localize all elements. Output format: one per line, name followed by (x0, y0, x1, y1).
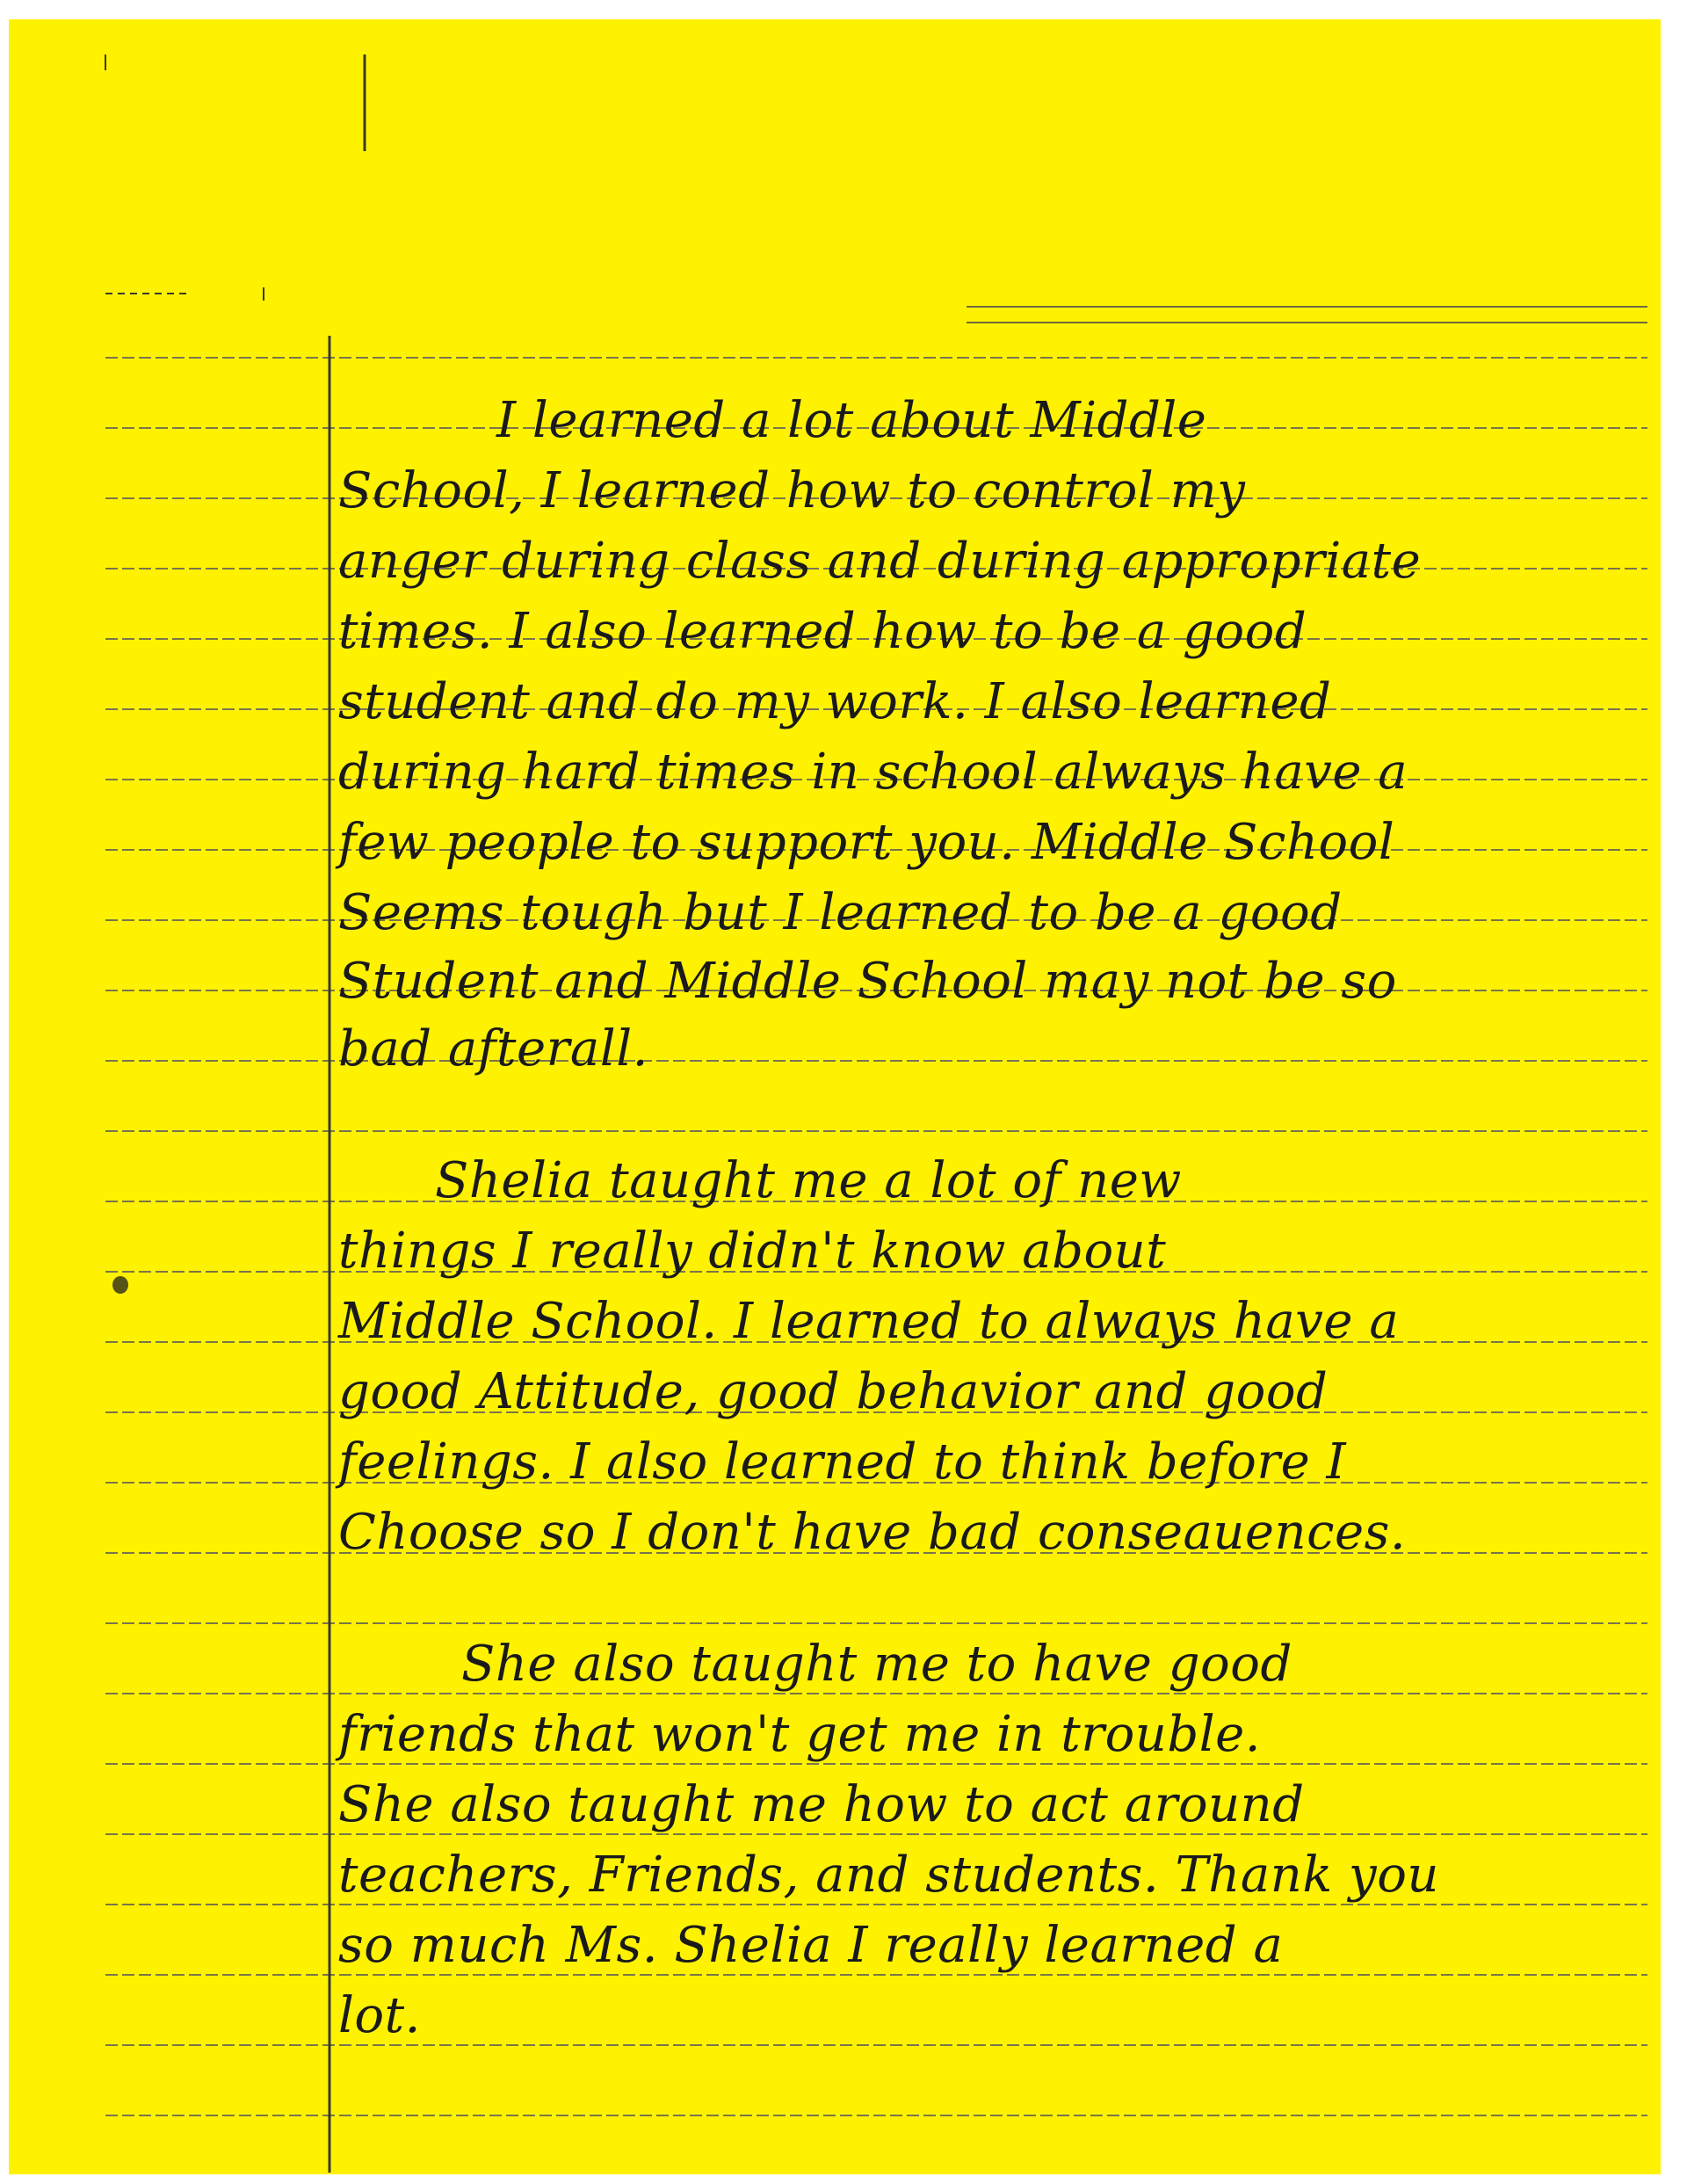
letter-line: good Attitude, good behavior and good (338, 1363, 1329, 1420)
letter-line: times. I also learned how to be a good (338, 603, 1307, 660)
letter-line: anger during class and during appropriate (338, 533, 1422, 590)
letter-line: School, I learned how to control my (338, 462, 1246, 519)
letter-line: during hard times in school always have a (338, 744, 1408, 801)
letter-line: Choose so I don't have bad conseauences. (338, 1504, 1407, 1561)
letter-line: few people to support you. Middle School (338, 814, 1395, 871)
letter-line: so much Ms. Shelia I really learned a (338, 1917, 1284, 1974)
letter-line: things I really didn't know about (338, 1223, 1167, 1280)
letter-line: teachers, Friends, and students. Thank you (338, 1847, 1439, 1904)
letter-line: feelings. I also learned to think before I (338, 1433, 1347, 1491)
legal-pad-page (9, 19, 1661, 2174)
letter-line: student and do my work. I also learned (338, 673, 1332, 730)
letter-line: She also taught me to have good (461, 1636, 1292, 1693)
letter-line: bad afterall. (338, 1020, 648, 1077)
letter-line: She also taught me how to act around (338, 1776, 1305, 1833)
letter-line: Shelia taught me a lot of new (435, 1152, 1182, 1209)
letter-line: I learned a lot about Middle (496, 392, 1207, 449)
letter-line: lot. (338, 1987, 421, 2044)
letter-line: Seems tough but I learned to be a good (338, 884, 1343, 941)
ink-speck (112, 1276, 128, 1294)
letter-line: Middle School. I learned to always have a (338, 1293, 1400, 1350)
letter-line: Student and Middle School may not be so (338, 953, 1397, 1010)
letter-line: friends that won't get me in trouble. (338, 1706, 1262, 1763)
